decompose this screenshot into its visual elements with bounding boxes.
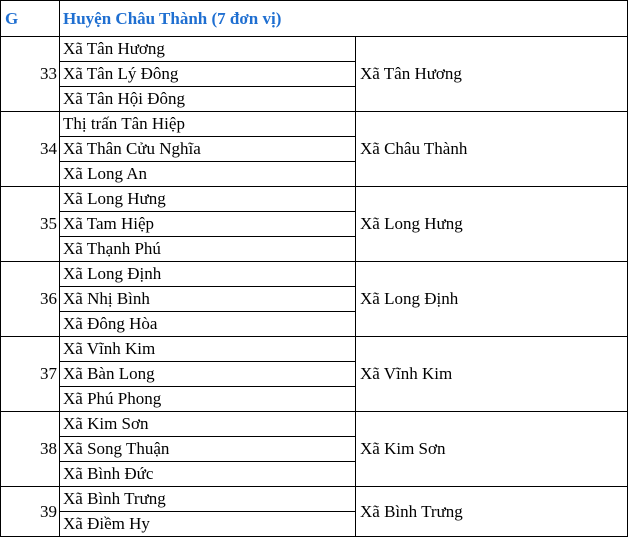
new-unit-cell[interactable]: Xã Vĩnh Kim — [356, 337, 628, 412]
merged-unit-cell[interactable]: Xã Vĩnh Kim — [60, 337, 356, 362]
new-unit-cell[interactable]: Xã Bình Trưng — [356, 487, 628, 537]
merged-unit-cell[interactable]: Xã Bàn Long — [60, 362, 356, 387]
group-number-cell[interactable]: 36 — [1, 262, 60, 337]
group-number-cell[interactable]: 39 — [1, 487, 60, 537]
group-number-cell[interactable]: 38 — [1, 412, 60, 487]
merged-unit-cell[interactable]: Xã Điềm Hy — [60, 512, 356, 537]
table-row — [1, 487, 628, 512]
new-unit-cell[interactable]: Xã Kim Sơn — [356, 412, 628, 487]
table-row — [1, 337, 628, 362]
table-row — [1, 112, 628, 137]
merged-unit-cell[interactable]: Thị trấn Tân Hiệp — [60, 112, 356, 137]
group-number-cell[interactable]: 37 — [1, 337, 60, 412]
merged-unit-cell[interactable]: Xã Tân Hương — [60, 37, 356, 62]
merged-unit-cell[interactable]: Xã Tân Hội Đông — [60, 87, 356, 112]
merged-unit-cell[interactable]: Xã Bình Trưng — [60, 487, 356, 512]
district-title-cell[interactable]: Huyện Châu Thành (7 đơn vị) — [60, 1, 628, 37]
table-row — [1, 262, 628, 287]
merged-unit-cell[interactable]: Xã Long An — [60, 162, 356, 187]
merged-unit-cell[interactable]: Xã Đông Hòa — [60, 312, 356, 337]
merged-unit-cell[interactable]: Xã Thân Cửu Nghĩa — [60, 137, 356, 162]
merged-unit-cell[interactable]: Xã Kim Sơn — [60, 412, 356, 437]
header-row — [1, 1, 628, 37]
merged-unit-cell[interactable]: Xã Thạnh Phú — [60, 237, 356, 262]
merged-unit-cell[interactable]: Xã Phú Phong — [60, 387, 356, 412]
table-row — [1, 37, 628, 62]
new-unit-cell[interactable]: Xã Long Hưng — [356, 187, 628, 262]
merged-unit-cell[interactable]: Xã Long Hưng — [60, 187, 356, 212]
group-number-cell[interactable]: 35 — [1, 187, 60, 262]
new-unit-cell[interactable]: Xã Châu Thành — [356, 112, 628, 187]
merged-unit-cell[interactable]: Xã Song Thuận — [60, 437, 356, 462]
table-row — [1, 412, 628, 437]
group-code-cell[interactable]: G — [1, 1, 60, 37]
group-number-cell[interactable]: 34 — [1, 112, 60, 187]
new-unit-cell[interactable]: Xã Tân Hương — [356, 37, 628, 112]
merged-unit-cell[interactable]: Xã Tam Hiệp — [60, 212, 356, 237]
merged-unit-cell[interactable]: Xã Bình Đức — [60, 462, 356, 487]
merged-unit-cell[interactable]: Xã Tân Lý Đông — [60, 62, 356, 87]
new-unit-cell[interactable]: Xã Long Định — [356, 262, 628, 337]
merged-unit-cell[interactable]: Xã Nhị Bình — [60, 287, 356, 312]
merged-unit-cell[interactable]: Xã Long Định — [60, 262, 356, 287]
table-row — [1, 187, 628, 212]
group-number-cell[interactable]: 33 — [1, 37, 60, 112]
